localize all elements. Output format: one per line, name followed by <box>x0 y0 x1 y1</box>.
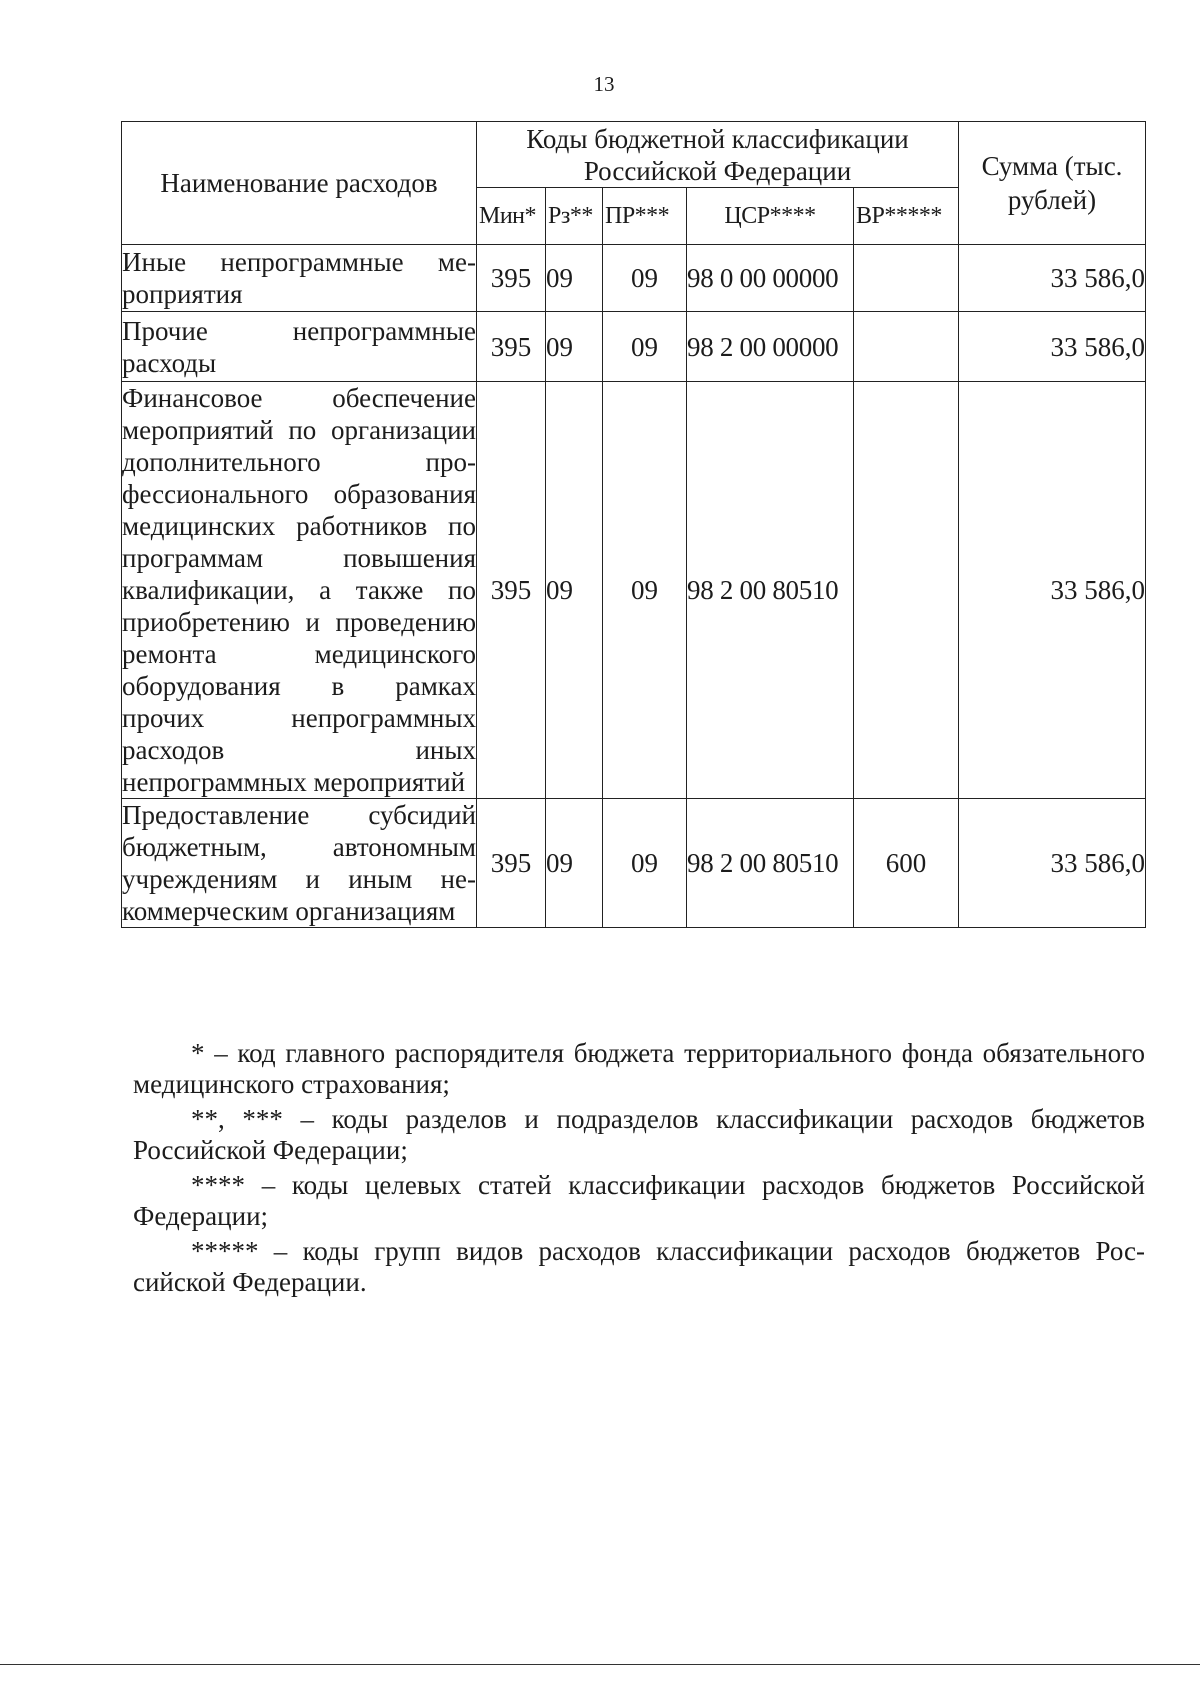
row-vr: 600 <box>854 799 959 928</box>
row-vr <box>854 382 959 799</box>
header-vr: ВР***** <box>854 188 959 245</box>
row-min: 395 <box>477 245 546 312</box>
row-csr: 98 2 00 80510 <box>687 799 854 928</box>
row-sum: 33 586,0 <box>959 245 1146 312</box>
header-row <box>122 122 1146 188</box>
table-row <box>122 382 1146 799</box>
row-sum: 33 586,0 <box>959 312 1146 382</box>
row-name: Иные непрограммные мероприятия <box>122 245 477 312</box>
bottom-rule <box>0 1664 1200 1665</box>
row-name: Прочие непрограммные расходы <box>122 312 477 382</box>
footnote: **** – коды целевых статей классификации расходов бюджетов Российской Федерации; <box>133 1170 1145 1231</box>
header-pr: ПР*** <box>603 188 687 245</box>
row-pr: 09 <box>603 382 687 799</box>
row-min: 395 <box>477 312 546 382</box>
row-csr: 98 2 00 80510 <box>687 382 854 799</box>
row-name: Предоставление субсидий бюджетным, автономным учреждениям и иным некоммерческим организациям <box>122 800 476 926</box>
header-rz: Рз** <box>546 188 603 245</box>
header-csr: ЦСР**** <box>687 188 854 245</box>
row-rz: 09 <box>546 245 603 312</box>
table-row <box>122 312 1146 382</box>
row-pr: 09 <box>603 312 687 382</box>
footnotes <box>133 1038 1145 1302</box>
row-name: Финансовое обеспечение мероприятий по организации дополнительного профессионального образования медицинских работников по программам повышения квалификации, а также по приобретению и проведению ремонта медицинского оборудования в рамках прочих непрограммных расходов иных непрограммных мероприятий <box>122 383 476 797</box>
row-vr <box>854 312 959 382</box>
table-row <box>122 799 1146 928</box>
header-sum: Сумма (тыс. рублей) <box>959 122 1146 245</box>
page-number: 13 <box>593 72 615 96</box>
budget-table <box>121 121 1146 928</box>
footnote: **, *** – коды разделов и подразделов классификации расходов бюджетов Российской Федерации; <box>133 1104 1145 1165</box>
row-csr: 98 0 00 00000 <box>687 245 854 312</box>
header-min: Мин* <box>477 188 546 245</box>
row-min: 395 <box>477 382 546 799</box>
footnote: * – код главного распорядителя бюджета территориального фонда обязательного медицинского страхования; <box>133 1038 1145 1099</box>
row-sum: 33 586,0 <box>959 799 1146 928</box>
row-min: 395 <box>477 799 546 928</box>
header-codes-group: Коды бюджетной классификации Российской Федерации <box>477 122 959 188</box>
row-pr: 09 <box>603 799 687 928</box>
row-pr: 09 <box>603 245 687 312</box>
row-vr <box>854 245 959 312</box>
footnote: ***** – коды групп видов расходов классификации расходов бюджетов Российской Федерации. <box>133 1236 1145 1297</box>
row-csr: 98 2 00 00000 <box>687 312 854 382</box>
row-rz: 09 <box>546 799 603 928</box>
table-row <box>122 245 1146 312</box>
row-sum: 33 586,0 <box>959 382 1146 799</box>
header-name: Наименование расходов <box>122 122 477 245</box>
row-rz: 09 <box>546 312 603 382</box>
row-rz: 09 <box>546 382 603 799</box>
